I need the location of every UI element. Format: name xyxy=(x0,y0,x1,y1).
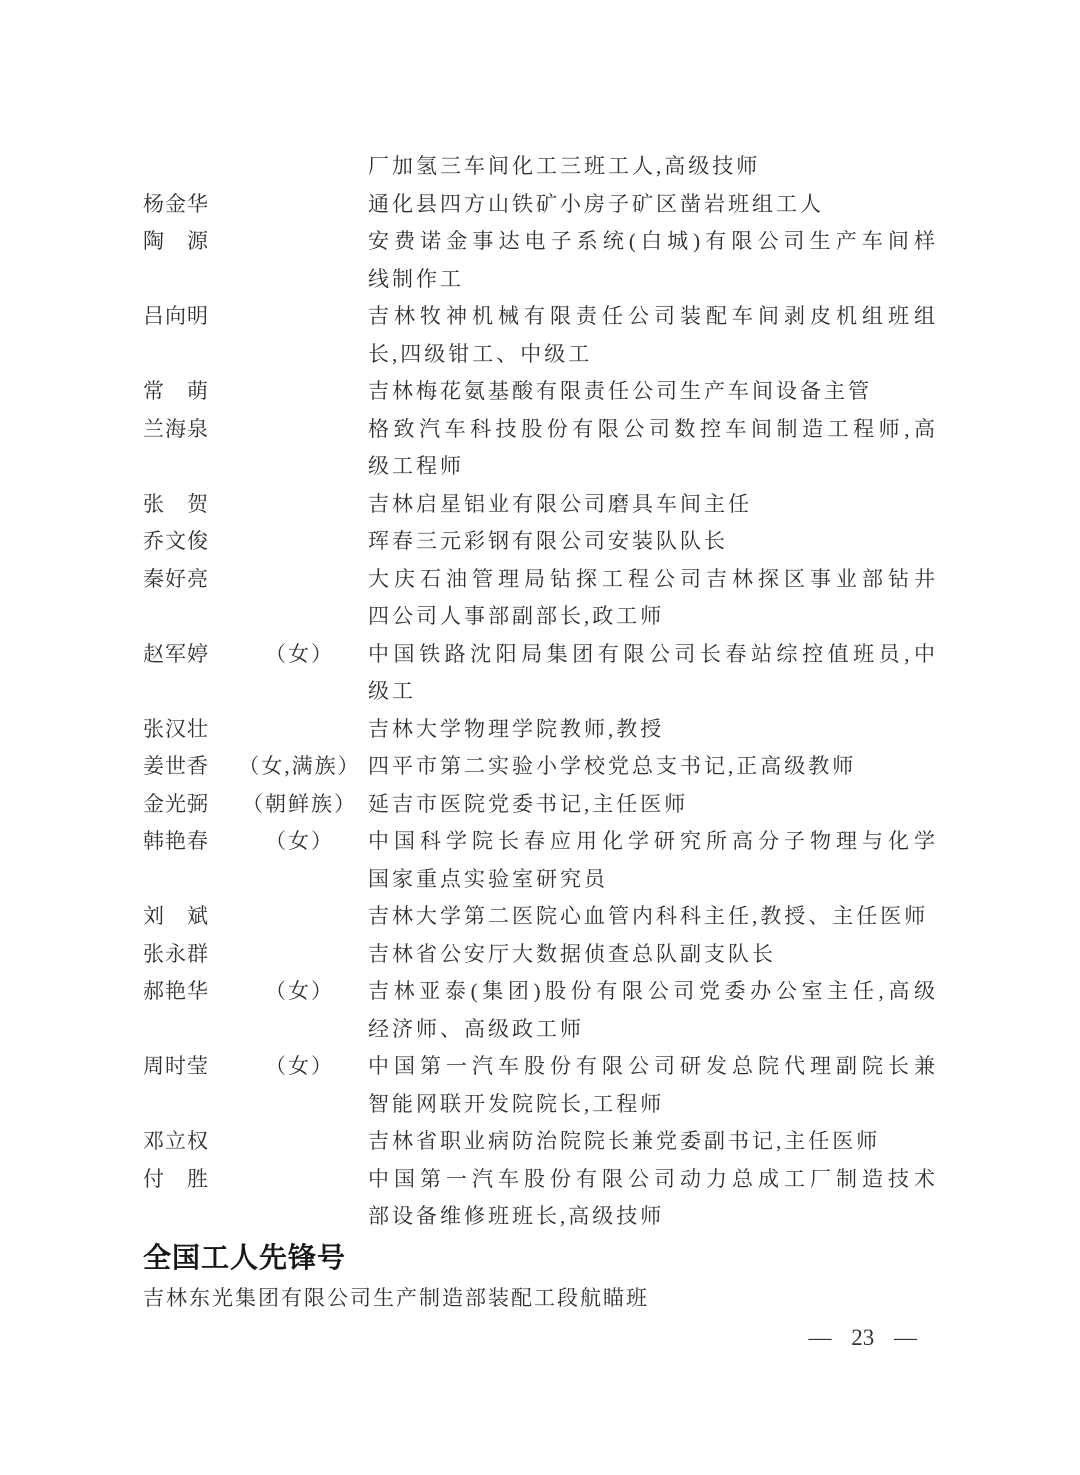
awardee-name: 常 萌 xyxy=(143,379,209,403)
awardee-description xyxy=(368,1161,938,1236)
awardee-description xyxy=(368,711,938,749)
section-heading: 全国工人先锋号 xyxy=(143,1241,347,1273)
awardee-name: 杨金华 xyxy=(143,191,209,216)
description-line: 吉林启星铝业有限公司磨具车间主任 xyxy=(368,491,752,516)
awardee-name: 乔文俊 xyxy=(143,529,209,553)
awardee-row xyxy=(143,411,938,486)
awardee-name: 郝艳华 xyxy=(143,979,209,1003)
awardee-row xyxy=(143,823,938,898)
awardee-description xyxy=(368,186,938,224)
description-line: 级工 xyxy=(368,679,416,703)
awardee-description xyxy=(368,636,938,711)
awardee-row xyxy=(143,1048,938,1123)
page-content xyxy=(143,148,938,1317)
awardee-row xyxy=(143,523,938,561)
description-line: 线制作工 xyxy=(368,266,464,291)
awardee-name: 金光弼 xyxy=(143,791,209,816)
awardee-name: 赵军婷 xyxy=(143,641,209,666)
awardee-description xyxy=(368,748,938,786)
awardee-name: 姜世香 xyxy=(143,754,209,778)
awardee-name: 兰海泉 xyxy=(143,416,209,441)
collective-award-line: 吉林东光集团有限公司生产制造部装配工段航瞄班 xyxy=(143,1285,649,1310)
description-line: 安费诺金事达电子系统(白城)有限公司生产车间样 xyxy=(368,229,938,253)
awardee-row xyxy=(143,898,938,936)
awardee-annotation: （女） xyxy=(265,979,334,1003)
awardee-row xyxy=(143,936,938,974)
awardee-description xyxy=(368,486,938,524)
awardee-row xyxy=(143,636,938,711)
awardee-row xyxy=(143,186,938,224)
awardee-row xyxy=(143,1123,938,1161)
awardee-description xyxy=(368,973,938,1048)
description-line: 中国第一汽车股份有限公司研发总院代理副院长兼 xyxy=(368,1054,938,1078)
awardee-row xyxy=(143,223,938,298)
description-line: 长,四级钳工、中级工 xyxy=(368,341,593,366)
page-number: — 23 — xyxy=(808,1325,917,1350)
description-line: 吉林亚泰(集团)股份有限公司党委办公室主任,高级 xyxy=(368,979,939,1003)
awardee-row xyxy=(143,1161,938,1236)
description-line: 国家重点实验室研究员 xyxy=(368,866,608,891)
awardee-description xyxy=(368,561,938,636)
awardee-description xyxy=(368,786,938,824)
description-line: 吉林梅花氨基酸有限责任公司生产车间设备主管 xyxy=(368,379,872,403)
description-line: 部设备维修班班长,高级技师 xyxy=(368,1204,665,1228)
awardee-annotation: （女） xyxy=(265,1054,334,1078)
awardee-description xyxy=(368,411,938,486)
awardee-row xyxy=(143,486,938,524)
awardee-annotation: （女,满族） xyxy=(238,754,361,778)
awardee-name: 张永群 xyxy=(143,941,209,966)
awardee-description xyxy=(368,898,938,936)
awardee-list xyxy=(143,148,938,1236)
description-line: 四公司人事部副部长,政工师 xyxy=(368,604,665,628)
description-line: 吉林大学物理学院教师,教授 xyxy=(368,716,665,741)
description-line: 中国第一汽车股份有限公司动力总成工厂制造技术 xyxy=(368,1166,938,1191)
awardee-description xyxy=(368,823,938,898)
awardee-description xyxy=(368,936,938,974)
description-line: 中国科学院长春应用化学研究所高分子物理与化学 xyxy=(368,829,938,853)
awardee-name: 吕向明 xyxy=(143,304,209,328)
awardee-row xyxy=(143,786,938,824)
description-line: 大庆石油管理局钻探工程公司吉林探区事业部钻井 xyxy=(368,566,938,591)
awardee-row xyxy=(143,148,938,186)
description-line: 级工程师 xyxy=(368,454,464,478)
awardee-description xyxy=(368,148,938,186)
awardee-row xyxy=(143,561,938,636)
description-line: 吉林牧神机械有限责任公司装配车间剥皮机组班组 xyxy=(368,304,938,328)
description-line: 厂加氢三车间化工三班工人,高级技师 xyxy=(368,154,761,178)
description-line: 珲春三元彩钢有限公司安装队队长 xyxy=(368,529,728,553)
awardee-name: 邓立权 xyxy=(143,1129,209,1153)
awardee-annotation: （女） xyxy=(265,641,334,666)
awardee-row xyxy=(143,973,938,1048)
awardee-name: 付 胜 xyxy=(143,1166,209,1191)
awardee-description xyxy=(368,373,938,411)
awardee-name: 韩艳春 xyxy=(143,829,209,853)
description-line: 格致汽车科技股份有限公司数控车间制造工程师,高 xyxy=(368,416,938,441)
awardee-annotation: （朝鲜族） xyxy=(242,791,357,816)
description-line: 四平市第二实验小学校党总支书记,正高级教师 xyxy=(368,754,857,778)
description-line: 通化县四方山铁矿小房子矿区凿岩班组工人 xyxy=(368,191,824,216)
description-line: 吉林大学第二医院心血管内科科主任,教授、主任医师 xyxy=(368,904,929,928)
awardee-name: 周时莹 xyxy=(143,1054,209,1078)
awardee-name: 刘 斌 xyxy=(143,904,209,928)
description-line: 吉林省职业病防治院院长兼党委副书记,主任医师 xyxy=(368,1129,881,1153)
awardee-description xyxy=(368,523,938,561)
awardee-row xyxy=(143,748,938,786)
awardee-annotation: （女） xyxy=(265,829,334,853)
description-line: 吉林省公安厅大数据侦查总队副支队长 xyxy=(368,941,776,966)
awardee-description xyxy=(368,298,938,373)
description-line: 延吉市医院党委书记,主任医师 xyxy=(368,791,689,816)
awardee-row xyxy=(143,373,938,411)
awardee-description xyxy=(368,223,938,298)
description-line: 中国铁路沈阳局集团有限公司长春站综控值班员,中 xyxy=(368,641,938,666)
awardee-name: 陶 源 xyxy=(143,229,209,253)
awardee-row xyxy=(143,298,938,373)
awardee-name: 张汉壮 xyxy=(143,716,209,741)
awardee-name: 秦好亮 xyxy=(143,566,209,591)
awardee-description xyxy=(368,1048,938,1123)
description-line: 经济师、高级政工师 xyxy=(368,1016,584,1041)
description-line: 智能网联开发院院长,工程师 xyxy=(368,1091,665,1116)
awardee-description xyxy=(368,1123,938,1161)
awardee-row xyxy=(143,711,938,749)
awardee-name: 张 贺 xyxy=(143,491,209,516)
